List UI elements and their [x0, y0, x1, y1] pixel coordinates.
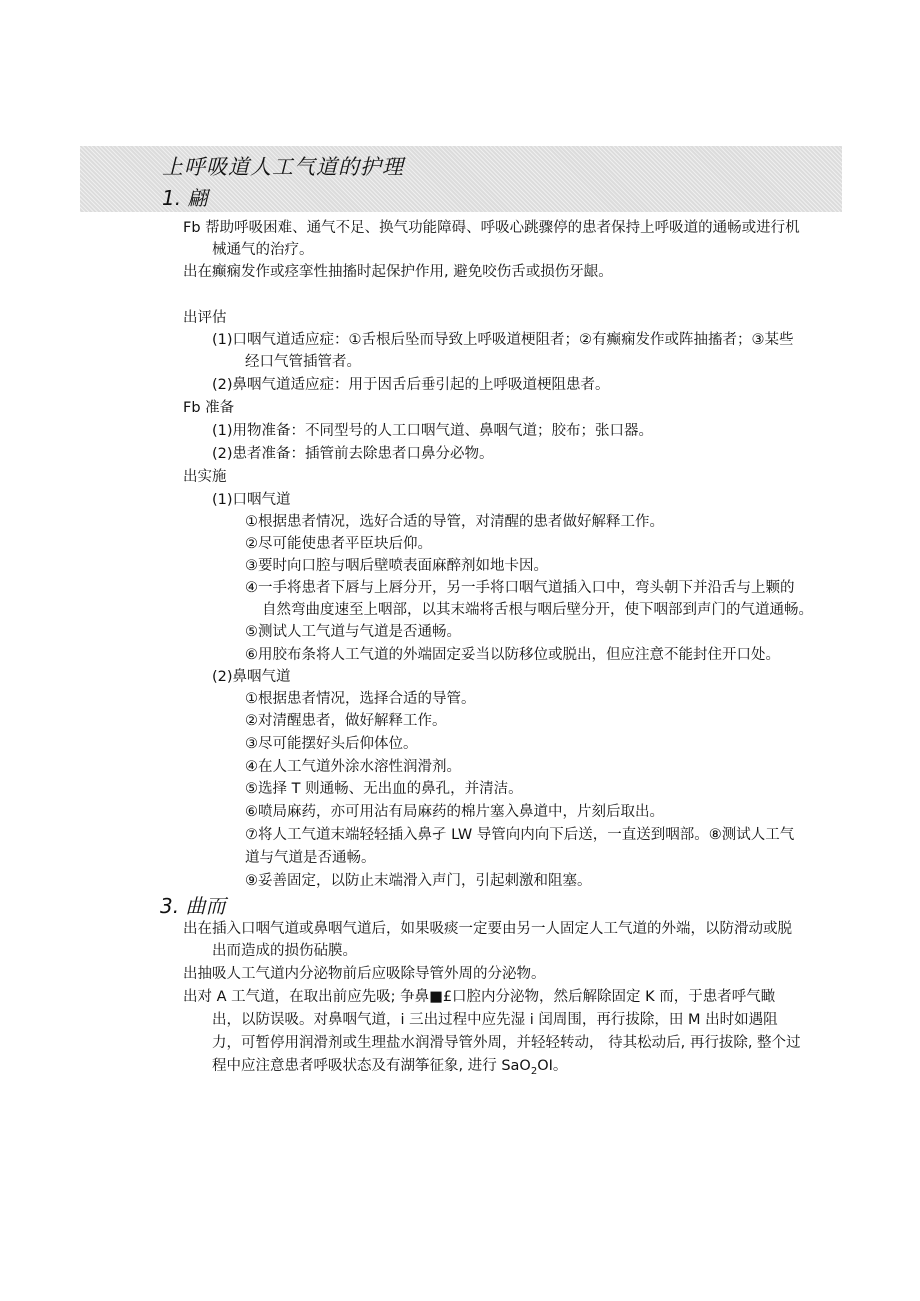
implementation-heading: 出实施 — [183, 469, 227, 485]
paragraph-continuation: 出而造成的损伤砧膜。 — [212, 943, 357, 959]
paragraph-continuation: 力，可暂停用润滑剂或生理盐水润滑导管外周，并轻轻转动， 待其松动后, 再行拔除, 整个过 — [212, 1035, 801, 1051]
text: 程中应注意患者呼吸状态及有湖筝征象, 进行 SaO — [212, 1058, 531, 1074]
list-item: ④一手将患者下唇与上唇分开，另一手将口咽气道插入口中，弯头朝下并沿舌与上颗的 — [245, 580, 795, 596]
paragraph: 出抽吸人工气道内分泌物前后应吸除导管外周的分泌物。 — [183, 966, 546, 982]
list-item: (1)口咽气道适应症：①舌根后坠而导致上呼吸道梗阻者；②有癫痫发作或阵抽搐者；③某些 — [212, 332, 794, 348]
nasal-airway-heading: (2)鼻咽气道 — [212, 669, 291, 685]
paragraph-continuation: 出，以防误吸。对鼻咽气道，i 三出过程中应先湿 i 闰周围，再行拔除，田 M 出时如遇阻 — [212, 1012, 778, 1028]
list-item-continuation: 道与气道是否通畅。 — [245, 850, 376, 866]
list-item: ⑨妥善固定，以防止末端滑入声门，引起刺激和阻塞。 — [245, 873, 592, 889]
prep-heading: Fb 准备 — [183, 400, 235, 416]
list-item: ②对清醒患者，做好解释工作。 — [245, 713, 447, 729]
list-item: ⑤测试人工气道与气道是否通畅。 — [245, 624, 461, 640]
text: OI。 — [537, 1058, 568, 1074]
list-item-continuation: 经口气管插管者。 — [245, 354, 361, 370]
list-item: ③尽可能摆好头后仰体位。 — [245, 736, 418, 752]
page-title: 上呼吸道人工气道的护理 — [162, 155, 404, 179]
list-item: ④在人工气道外涂水溶性润滑剂。 — [245, 759, 461, 775]
section-3-heading: 3. 曲而 — [160, 894, 226, 918]
list-item: ①根据患者情况，选好合适的导管，对清醒的患者做好解释工作。 — [245, 514, 664, 530]
paragraph: 出对 A 工气道，在取出前应先吸; 争鼻■£口腔内分泌物，然后解除固定 K 而，于患者呼气瞰 — [183, 989, 776, 1005]
paragraph-continuation: 械通气的治疗。 — [212, 242, 314, 258]
oral-airway-heading: (1)口咽气道 — [212, 492, 291, 508]
paragraph-continuation — [212, 1056, 567, 1082]
title-banner — [80, 146, 842, 212]
list-item: ②尽可能使患者平臣块后仰。 — [245, 536, 432, 552]
list-item: ⑤选择 T 则通畅、无出血的鼻孔，并清洁。 — [245, 781, 523, 797]
section-1-heading: 1. 翩 — [162, 186, 208, 210]
list-item: ⑥用胶布条将人工气道的外端固定妥当以防移位或脱出，但应注意不能封住开口处。 — [245, 647, 780, 663]
list-item: ⑦将人工气道末端轻轻插入鼻孑 LW 导管向内向下后送，一直送到咽部。⑧测试人工气 — [245, 827, 795, 843]
list-item: ①根据患者情况，选择合适的导管。 — [245, 691, 476, 707]
assessment-heading: 出评估 — [183, 310, 227, 326]
list-item: (2)鼻咽气道适应症：用于因舌后垂引起的上呼吸道梗阻患者。 — [212, 377, 610, 393]
list-item: (2)患者准备：插管前去除患者口鼻分必物。 — [212, 446, 494, 462]
paragraph: Fb 帮助呼吸困难、通气不足、换气功能障碍、呼吸心跳骤停的患者保持上呼吸道的通畅或进行机 — [183, 220, 800, 236]
paragraph: 出在插入口咽气道或鼻咽气道后，如果吸痰一定要由另一人固定人工气道的外端，以防滑动或脱 — [183, 921, 792, 937]
list-item: ③要时向口腔与咽后壁喷表面麻醉剂如地卡因。 — [245, 558, 548, 574]
subscript: 2 — [530, 1065, 538, 1077]
paragraph: 出在癫痫发作或痉挛性抽搐时起保护作用, 避免咬伤舌或损伤牙龈。 — [183, 264, 613, 280]
list-item: (1)用物准备：不同型号的人工口咽气道、鼻咽气道；胶布；张口器。 — [212, 423, 654, 439]
list-item: ⑥喷局麻药，亦可用沾有局麻药的棉片塞入鼻道中，片刻后取出。 — [245, 804, 664, 820]
list-item-continuation: 自然弯曲度速至上咽部，以其末端将舌根与咽后壁分开，使下咽部到声门的气道通畅。 — [262, 602, 813, 618]
